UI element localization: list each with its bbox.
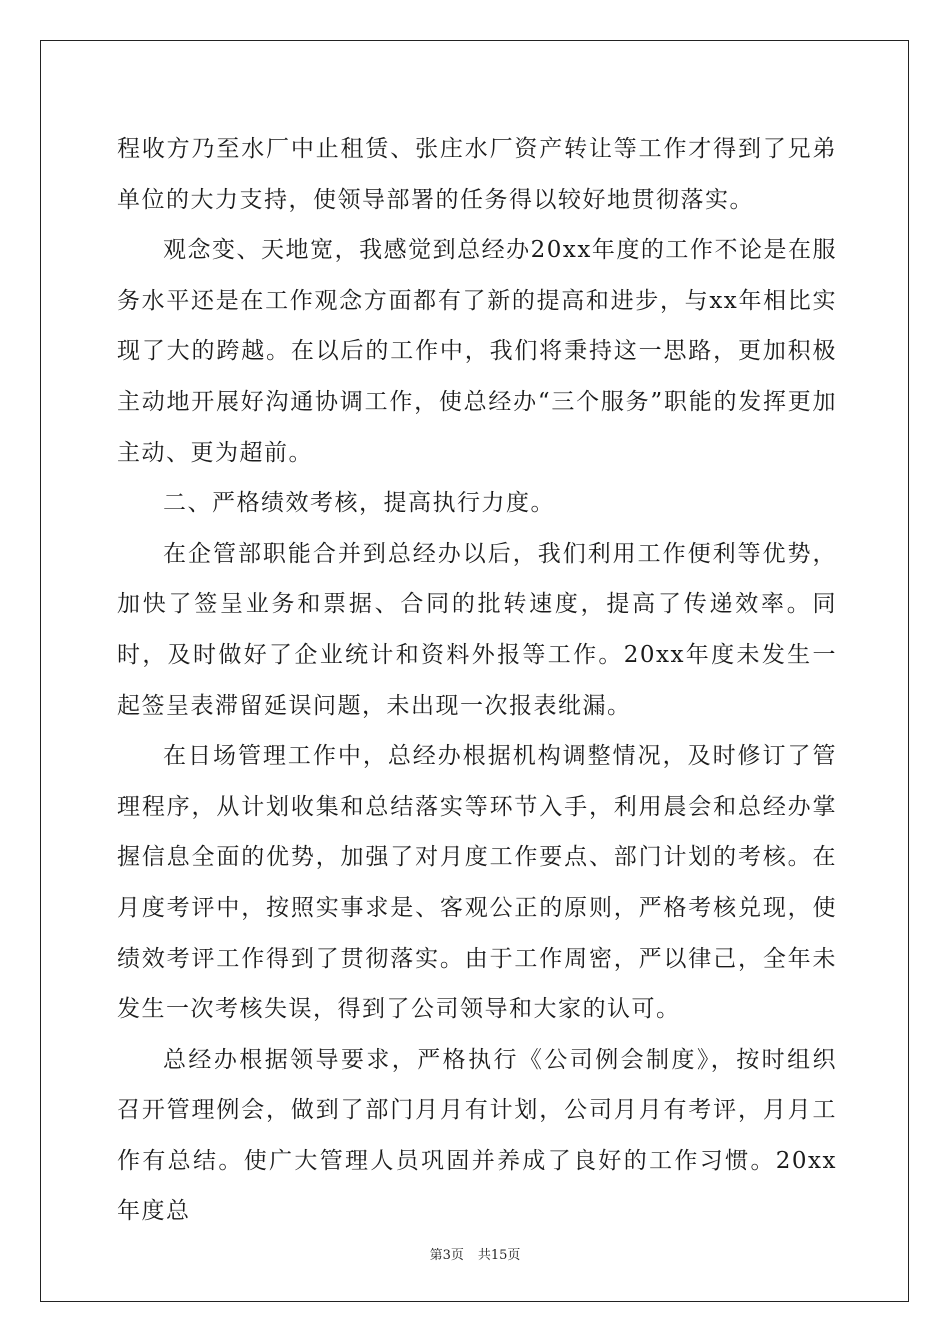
- page-number: 第3页: [429, 1248, 464, 1263]
- paragraph-1: 程收方乃至水厂中止租赁、张庄水厂资产转让等工作才得到了兄弟单位的大力支持，使领导部署的任务得以较好地贯彻落实。: [117, 136, 837, 213]
- paragraph-3: 在企管部职能合并到总经办以后，我们利用工作便利等优势，加快了签呈业务和票据、合同的批转速度，提高了传递效率。同时，及时做好了企业统计和资料外报等工作。20xx年度未发生一起签呈表滞留延误问题，未出现一次报表纰漏。: [117, 540, 837, 719]
- paragraph-2: 观念变、天地宽，我感觉到总经办20xx年度的工作不论是在服务水平还是在工作观念方面都有了新的提高和进步，与xx年相比实现了大的跨越。在以后的工作中，我们将秉持这一思路，更加积极主动地开展好沟通协调工作，使总经办“三个服务”职能的发挥更加主动、更为超前。: [117, 237, 837, 466]
- paragraph-5: 总经办根据领导要求，严格执行《公司例会制度》，按时组织召开管理例会，做到了部门月月有计划，公司月月有考评，月月工作有总结。使广大管理人员巩固并养成了良好的工作习惯。20xx年度总: [117, 1046, 837, 1225]
- page-total: 共15页: [477, 1248, 521, 1263]
- document-body: [117, 124, 837, 1237]
- paragraph-4: 在日场管理工作中，总经办根据机构调整情况，及时修订了管理程序，从计划收集和总结落实等环节入手，利用晨会和总经办掌握信息全面的优势，加强了对月度工作要点、部门计划的考核。在月度考评中，按照实事求是、客观公正的原则，严格考核兑现，使绩效考评工作得到了贯彻落实。由于工作周密，严以律己，全年未发生一次考核失误，得到了公司领导和大家的认可。: [117, 743, 837, 1023]
- section-heading: 二、严格绩效考核，提高执行力度。: [163, 490, 555, 517]
- page-footer: [0, 1247, 950, 1265]
